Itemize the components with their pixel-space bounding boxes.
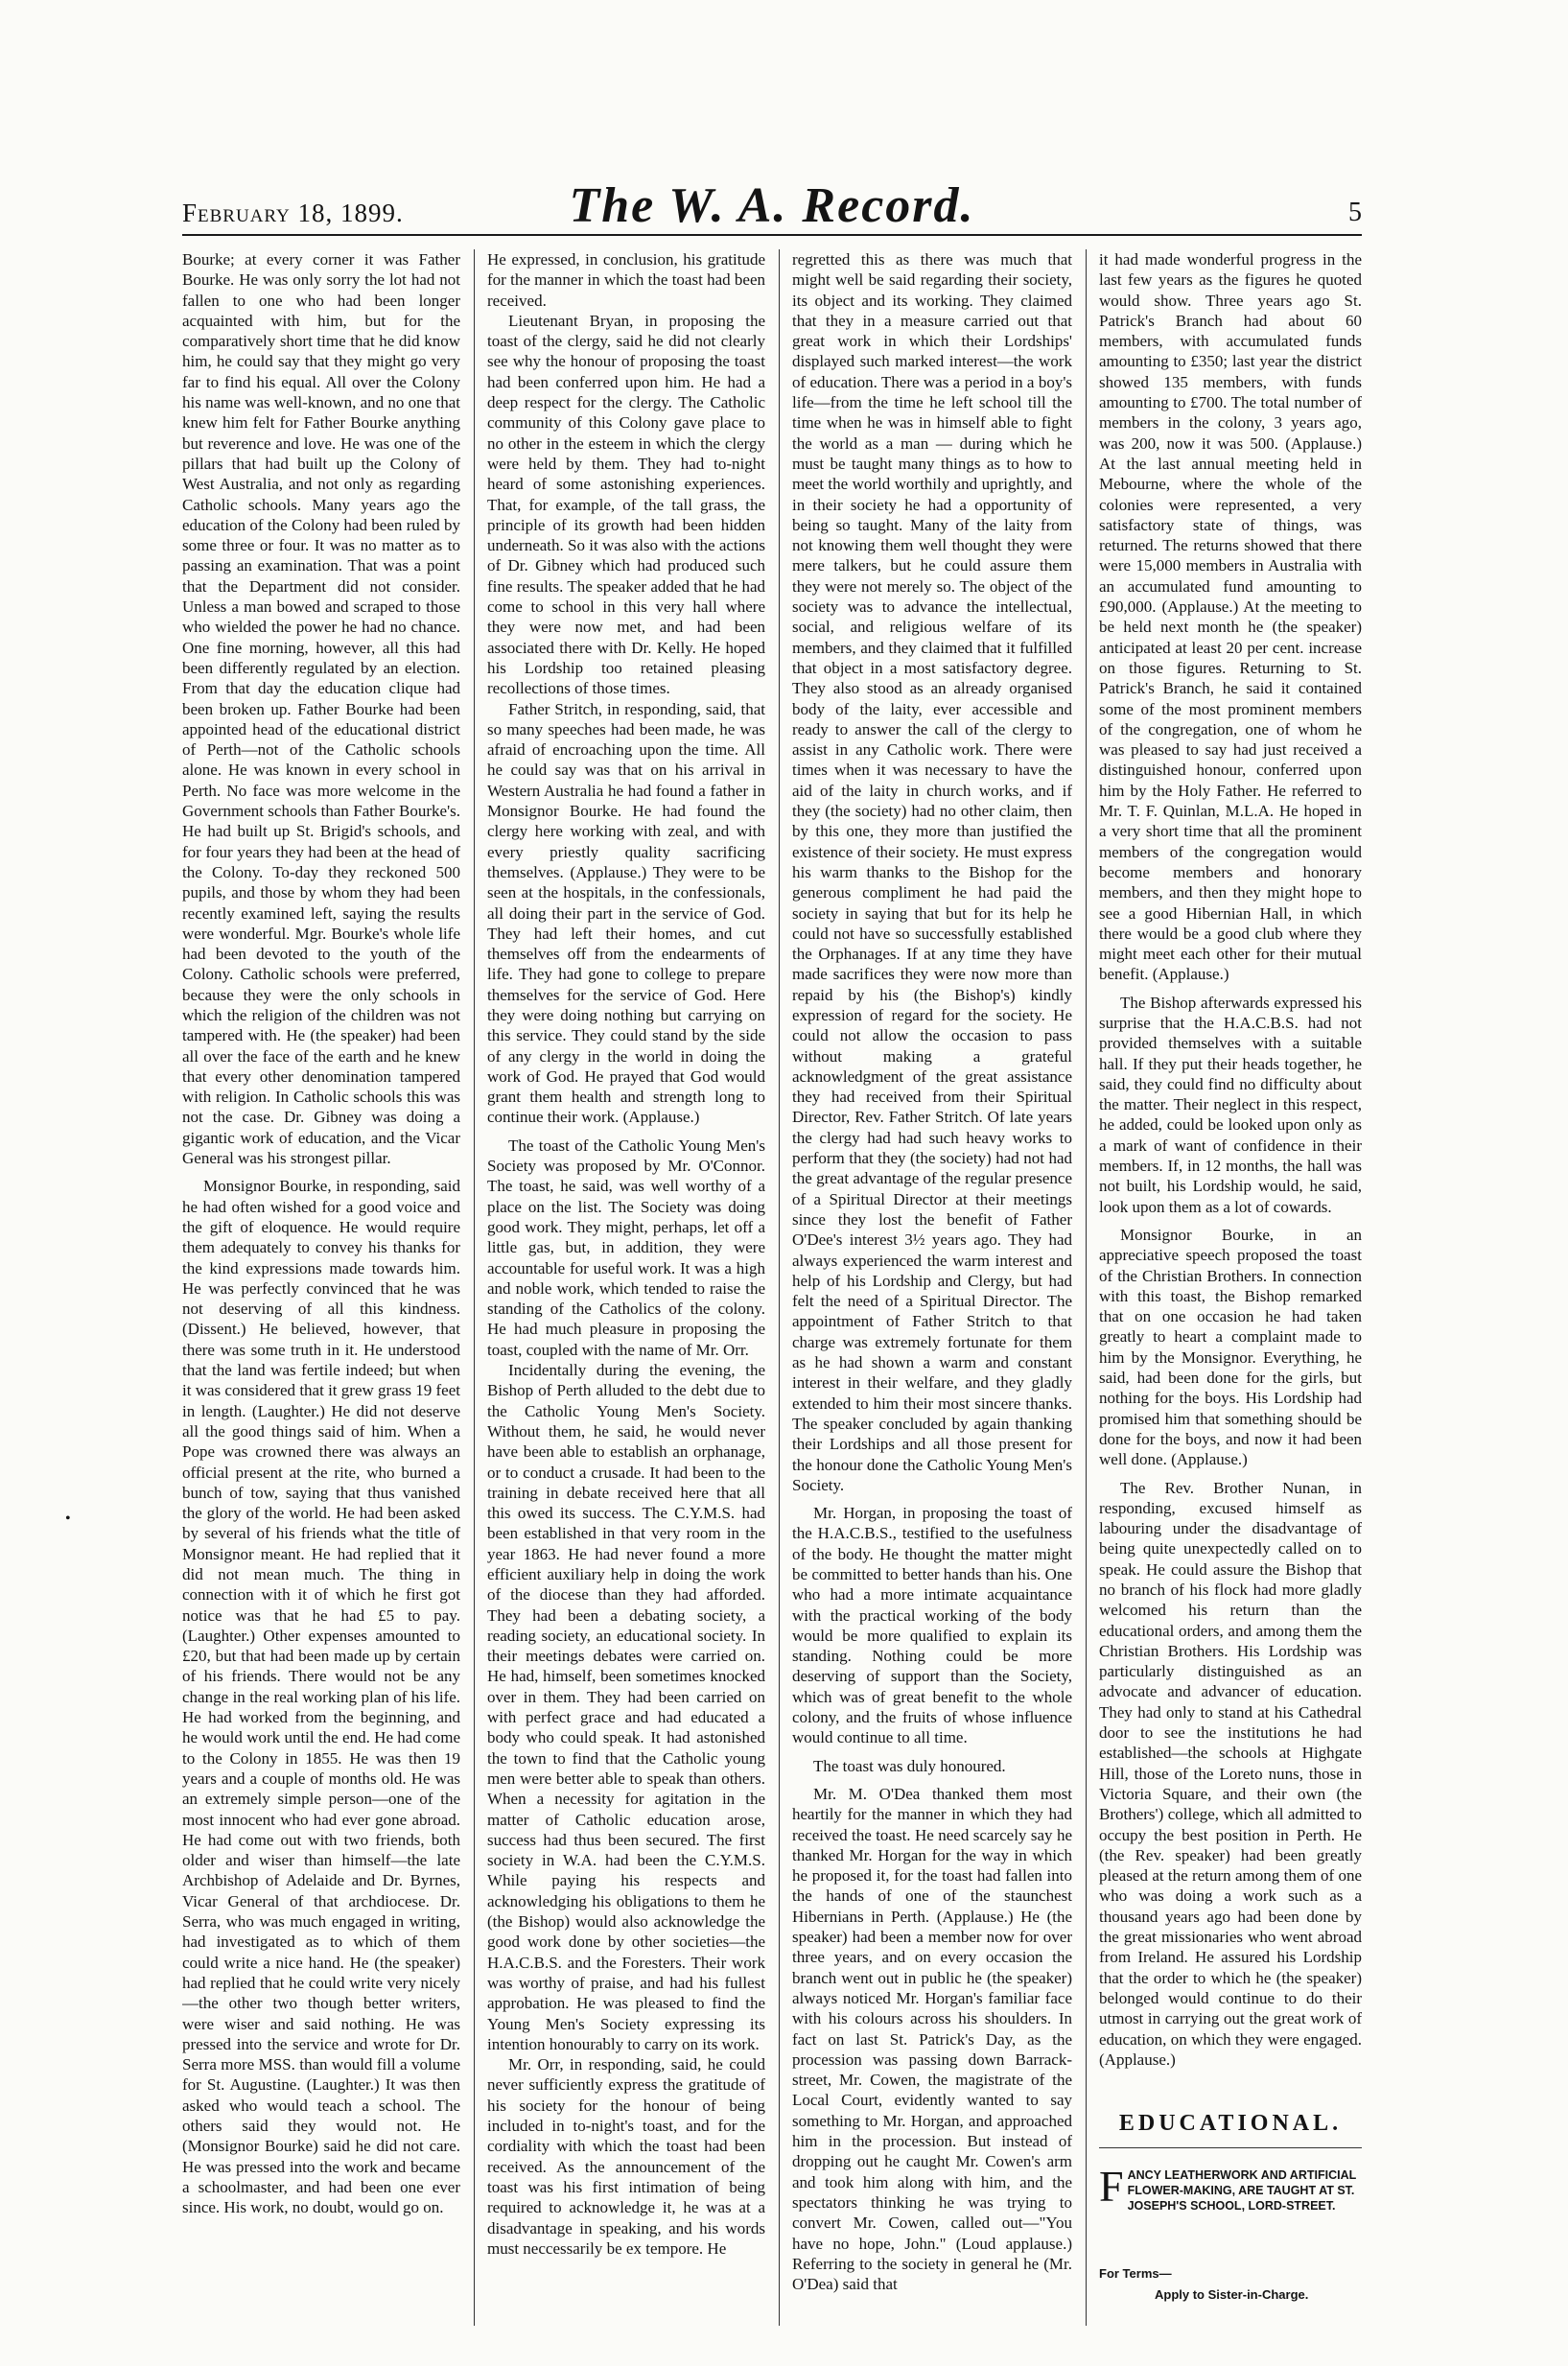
article-columns [182,249,1362,2326]
page-header [182,178,1362,236]
paragraph: Monsignor Bourke, in responding, said he had often wished for a good voice and the gift of eloquence. He would require them adequately to convey his thanks for the kind expressions made towards him. He was perfectly convinced that he was not deserving of all this kindness. (Dissent.) He believed, however, that there was some truth in it. He understood that the land was fertile indeed; but when it was considered that it grew grass 19 feet in length. (Laughter.) He did not deserve all the good things said of him. When a Pope was crowned there was always an official present at the rite, who burned a bunch of tow, saying that thus vanished the glory of the world. He had been asked by several of his friends what the title of Monsignor meant. He had replied that it did not mean much. The thing in connection with it of which he first got notice was that he had £5 to pay. (Laughter.) Other expenses amounted to £20, but that had been made up by certain of his friends. There would not be any change in the real working plan of his life. He had worked from the beginning, and he would work until the end. He had come to the Colony in 1855. He was then 19 years and a couple of months old. He was an extremely simple person—one of the most innocent who had ever gone abroad. He had come out with two friends, both older and wiser than himself—the late Archbishop of Adelaide and Dr. Byrnes, Vicar General of that archdiocese. Dr. Serra, who was much engaged in writing, had investigated as to which of them could write a nice hand. He (the speaker) had replied that he could write very nicely—the other two though better writers, were wiser and said nothing. He was pressed into the service and wrote for Dr. Serra more MSS. than would fill a volume for St. Augustine. (Laughter.) It was then asked who would teach a school. The others said they would not. He (Monsignor Bourke) said he did not care. He was pressed into the work and became a schoolmaster, and had been one ever since. His work, no doubt, would go on. [182,1177,460,2217]
paragraph: it had made wonderful progress in the last few years as the figures he quoted would show. Three years ago St. Patrick's Branch had about 60 members, with accumulated funds amounting to £350; last year the district showed 135 members, with funds amounting to £700. The total number of members in the colony, 3 years ago, was 200, now it was 500. (Applause.) At the last annual meeting held in Mebourne, where the whole of the colonies were represented, a very satisfactory state of things, was returned. The returns showed that there were 15,000 members in Australia with an accumulated fund amounting to £90,000. (Applause.) At the meeting to be held next month he (the speaker) anticipated at least 20 per cent. increase on those figures. Returning to St. Patrick's Branch, he said it contained some of the most prominent members of the congregation, one of whom he was pleased to say had just received a distinguished honour, conferred upon him by the Holy Father. He referred to Mr. T. F. Quinlan, M.L.A. He hoped in a very short time that all the prominent members of the congregation would become members and honorary members, and then they might hope to see a good Hibernian Hall, in which there would be a good club where they might meet each other for their mutual benefit. (Applause.) [1099,250,1362,984]
ad-text: ANCY LEATHERWORK AND ARTIFICIAL FLOWER-MAKING, ARE TAUGHT AT ST. JOSEPH'S SCHOOL, LORD-STREET. [1127,2168,1357,2214]
paragraph: regretted this as there was much that might well be said regarding their society, its object and its working. They claimed that they in a measure carried out that great work in which their Lordships' displayed such marked interest—the work of education. There was a period in a boy's life—from the time he left school till the time when he was in himself able to fight the world as a man — during which he must be taught many things as to how to meet the world worthily and uprightly, and in their society he had a opportunity of being so taught. Many of the laity from not knowing them well thought they were mere talkers, but he could assure them they were not merely so. The object of the society was to advance the intellectual, social, and religious welfare of its members, and they claimed that it fulfilled that object in a most satisfactory degree. They also stood as an already organised body of the laity, ever accessible and ready to answer the call of the clergy to assist in any Catholic work. There were times when it was necessary to have the aid of the laity in church works, and if they (the society) had no other claim, then by this one, they more than justified the existence of their society. He must express his warm thanks to the Bishop for the generous compliment he had paid the society in saying that but for its help he could not have so successfully established the Orphanages. If at any time they have made sacrifices they were now more than repaid by his (the Bishop's) kindly expression of regard for the society. He could not allow the occasion to pass without making a grateful acknowledgment of the great assistance they had received from their Spiritual Director, Rev. Father Stritch. Of late years the clergy had had such heavy works to perform that they (the society) had not had the great advantage of the regular presence of a Spiritual Director at their meetings since they lost the benefit of Father O'Dee's interest 3½ years ago. They had always experienced the warm interest and help of his Lordship and Clergy, but had felt the need of a Spiritual Director. The appointment of Father Stritch to that charge was extremely fortunate for them as he had shown a warm and constant interest in their welfare, and they gladly extended to him their most sincere thanks. The speaker concluded by again thanking their Lordships and all those present for the honour done the Catholic Young Men's Society. [792,250,1072,1494]
paragraph: Incidentally during the evening, the Bishop of Perth alluded to the debt due to the Catholic Young Men's Society. Without them, he said, he would never have been able to establish an orphanage, or to conduct a crusade. It had been to the training in debate received here that all this owed its success. The C.Y.M.S. had been established in that very room in the year 1863. He had never found a more efficient auxiliary help in doing the work of the diocese than they had afforded. They had been a debating society, a reading society, an educational society. In their meetings debates were carried on. He had, himself, been sometimes knocked over in them. They had been carried on with perfect grace and had educated a body who could speak. It had astonished the town to find that the Catholic young men were better able to speak than others. When a necessity for agitation in the matter of Catholic education arose, success had thus been secured. The first society in W.A. had been the C.Y.M.S. While paying his respects and acknowledging his obligations to them he (the Bishop) would also acknowledge the good work done by other societies—the H.A.C.B.S. and the Foresters. Their work was worthy of praise, and had his fullest approbation. He was pleased to find the Young Men's Society expressing its intention honourably to carry on its work. [487,1361,765,2053]
paragraph: Monsignor Bourke, in an appreciative speech proposed the toast of the Christian Brothers. In connection with this toast, the Bishop remarked that on one occasion he had taken greatly to heart a complaint made to him by the Monsignor. Everything, he said, had been done for the girls, but nothing for the boys. His Lordship had promised him that something should be done for the boys, and now it had been well done. (Applause.) [1099,1225,1362,1469]
paragraph: Mr. M. O'Dea thanked them most heartily for the manner in which they had received the toast. He need scarcely say he thanked Mr. Horgan for the way in which he proposed it, for the toast had fallen into the hands of one of the staunchest Hibernians in Perth. (Applause.) He (the speaker) had been a member now for over three years, and on every occasion the branch went out in public he (the speaker) always noticed Mr. Horgan's familiar face with his colours across his shoulders. In fact on last St. Patrick's Day, as the procession was passing down Barrack-street, Mr. Cowen, the magistrate of the Local Court, evidently wanted to say something to Mr. Horgan, and approached him in the procession. But instead of dropping out he caught Mr. Cowen's arm and took him along with him, and the spectators thinking he was trying to convert Mr. Cowen, called out—"You have no hope, John." (Loud applause.) Referring to the society in general he (Mr. O'Dea) said that [792,1784,1072,2294]
masthead-title: The W. A. Record. [569,178,975,233]
paragraph: The Bishop afterwards expressed his surprise that the H.A.C.B.S. had not provided themselves with a suitable hall. If they put their heads together, he said, they could find no difficulty about the matter. Their neglect in this respect, he added, could be looked upon only as a mark of want of confidence in their members. If, in 12 months, the hall was not built, his Lordship would, he said, look upon them as a lot of cowards. [1099,993,1362,1216]
paragraph: The toast of the Catholic Young Men's Society was proposed by Mr. O'Connor. The toast, he said, was well worthy of a place on the list. The Society was doing good work. They might, perhaps, let off a little gas, but, in addition, they were accountable for useful work. It was a high and noble work, which tended to raise the standing of the Catholics of the colony. He had much pleasure in proposing the toast, coupled with the name of Mr. Orr. [487,1136,765,1359]
margin-mark: • [65,1511,71,1527]
paragraph: Lieutenant Bryan, in proposing the toast of the clergy, said he did not clearly see why the honour of proposing the toast had been conferred upon him. He had a deep respect for the clergy. The Catholic community of this Colony gave place to no other in the esteem in which the clergy were held by them. They had to-night heard of some astonishing experiences. That, for example, of the tall grass, the principle of its growth had been hidden underneath. So it was also with the actions of Dr. Gibney which had produced such fine results. The speaker added that he had come to school in this very hall where they were now met, and had been associated there with Dr. Kelly. He hoped his Lordship too retained pleasing recollections of those times. [487,311,765,698]
paragraph: He expressed, in conclusion, his gratitude for the manner in which the toast had been received. [487,250,765,310]
apply-text: Apply to Sister-in-Charge. [1155,2287,1309,2303]
column-2 [487,249,765,2326]
column-rule [779,249,780,2326]
educational-heading: EDUCATIONAL. [1099,2114,1362,2148]
column-rule [1086,249,1087,2326]
column-3 [792,249,1072,2326]
page-number: 5 [1348,198,1362,227]
educational-advertisement [1099,2162,1362,2214]
paragraph: The Rev. Brother Nunan, in responding, excused himself as labouring under the disadvantage of being quite unexpectedly called on to speak. He could assure the Bishop that no branch of his flock had more gladly welcomed his return than the educational orders, and among them the Christian Brothers. His Lordship was particularly distinguished as an advocate and advancer of education. They had only to stand at his Cathedral door to see the institutions he had established—the schools at Highgate Hill, those of the Loreto nuns, those in Victoria Square, and their own (the Brothers') college, which all admitted to occupy the best position in Perth. He (the Rev. speaker) had been greatly pleased at the return among them of one who was doing a work such as a thousand years ago had been done by the great missionaries who went abroad from Ireland. He assured his Lordship that the order to which he (the speaker) belonged would continue to do their utmost in carrying out the great work of education, on which they were engaged. (Applause.) [1099,1478,1362,2069]
paragraph: The toast was duly honoured. [813,1756,1006,1775]
ad-initial: F [1099,2162,1124,2212]
paragraph: Bourke; at every corner it was Father Bourke. He was only sorry the lot had not fallen to one who had been longer acquainted with him, but for the comparatively short time that he did know him, he could say that they might go very far to find his equal. All over the Colony his name was well-known, and no one that knew him felt for Father Bourke anything but reverence and love. He was one of the pillars that had built up the Colony of West Australia, and not only as regarding Catholic schools. Many years ago the education of the Colony had been ruled by some three or four. It was no matter as to passing an examination. That was a point that the Department did not consider. Unless a man bowed and scraped to those who wielded the power he had no chance. One fine morning, however, all this had been differently regulated by an election. From that day the education clique had been broken up. Father Bourke had been appointed head of the educational district of Perth—not of the Catholic schools alone. He was known in every school in Perth. No face was more welcome in the Government schools than Father Bourke's. He had built up St. Brigid's schools, and for four years they had been at the head of the Colony. To-day they reckoned 500 pupils, and those by whom they had been recently examined left, saying the results were wonderful. Mgr. Bourke's whole life had been devoted to the youth of the Colony. Catholic schools were preferred, because they were the only schools in which the religion of the children was not tampered with. He (the speaker) had been all over the face of the earth and he knew that every other denomination tampered with religion. In Catholic schools this was not the case. Dr. Gibney was doing a gigantic work of education, and the Vicar General was his strongest pillar. [182,250,460,1168]
issue-date: February 18, 1899. [182,199,404,227]
paragraph: Mr. Orr, in responding, said, he could never sufficiently express the gratitude of his society for the honour of being included in to-night's toast, and for the cordiality with which the toast had been received. As the announcement of the toast was his first intimation of being required to acknowledge it, he was at a disadvantage in speaking, and his words must neccessarily be ex tempore. He [487,2055,765,2258]
terms-label: For Terms— [1099,2266,1172,2282]
paragraph: Mr. Horgan, in proposing the toast of the H.A.C.B.S., testified to the usefulness of the body. He thought the matter might be committed to better hands than his. One who had a more intimate acquaintance with the practical working of the body would be more qualified to explain its standing. Nothing could be more deserving of support than the Society, which was of great benefit to the whole colony, and the fruits of whose influence would continue to all time. [792,1504,1072,1747]
column-4 [1099,249,1362,2326]
column-1 [182,249,460,2326]
paragraph: Father Stritch, in responding, said, that so many speeches had been made, he was afraid of encroaching upon the time. All he could say was that on his arrival in Western Australia he had found a father in Monsignor Bourke. He had found the clergy here working with zeal, and with every priestly quality sacrificing themselves. (Applause.) They were to be seen at the hospitals, in the confessionals, all doing their part in the service of God. They had left their homes, and cut themselves off from the endearments of life. They had gone to college to prepare themselves for the service of God. Here they were doing nothing but carrying on this service. They could stand by the side of any clergy in the world in doing the work of God. He prayed that God would grant them health and strength long to continue their work. (Applause.) [487,699,765,1127]
ad-terms [1099,2263,1362,2306]
column-rule [474,249,475,2326]
